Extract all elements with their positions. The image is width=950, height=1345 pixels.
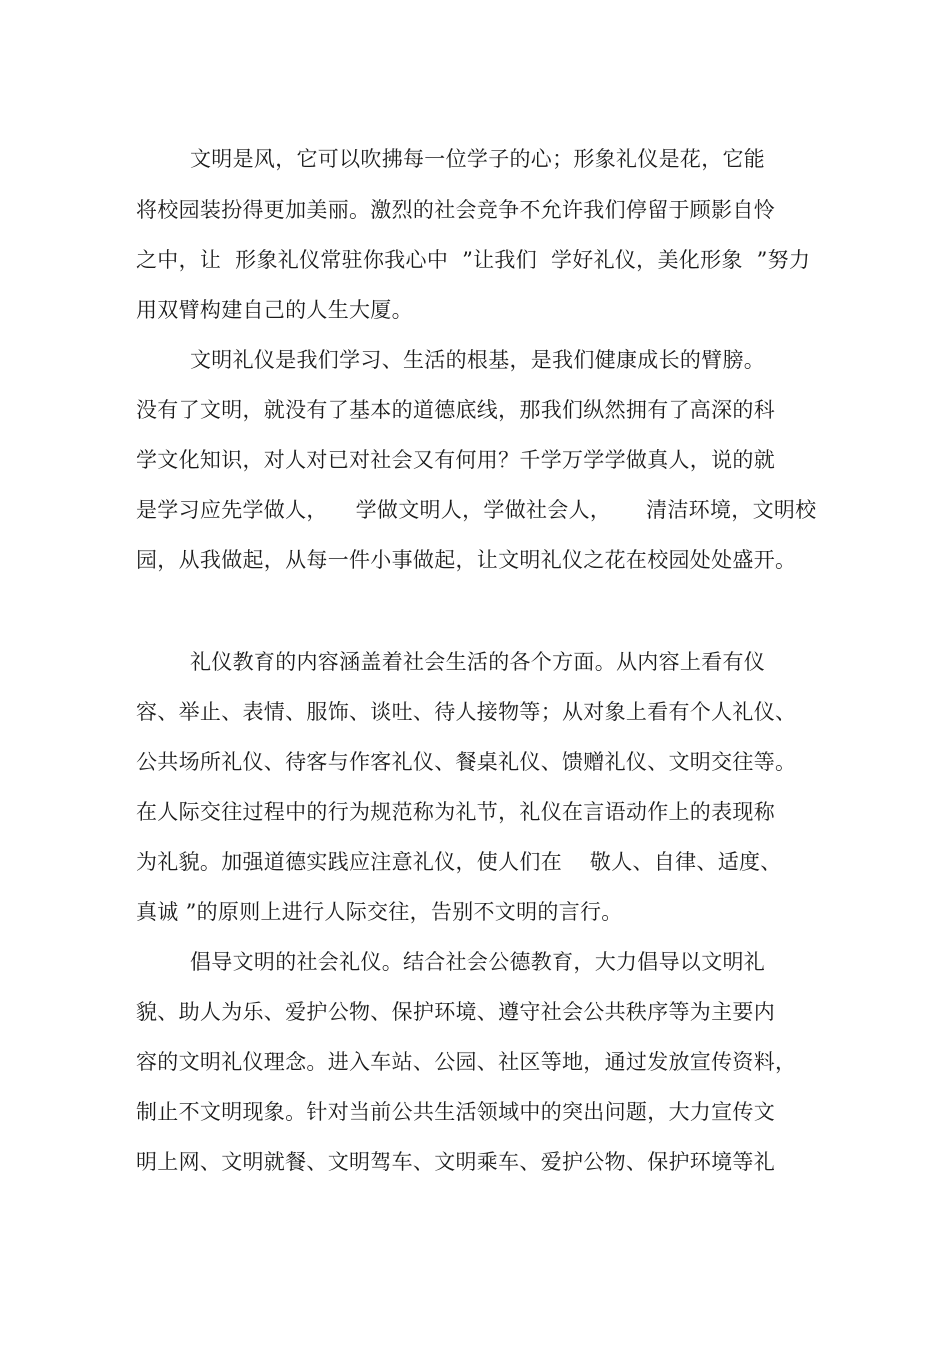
- paragraph-4-line-3: 容的文明礼仪理念。进入车站、公园、社区等地，通过发放宣传资料，: [136, 1050, 797, 1074]
- paragraph-2-line-5: 园，从我做起，从每一件小事做起，让文明礼仪之花在校园处处盛开。: [136, 548, 797, 572]
- paragraph-1-line-1: 文明是风，它可以吹拂每一位学子的心；形象礼仪是花，它能: [190, 147, 766, 171]
- paragraph-1-line-4: 用双臂构建自己的人生大厦。: [136, 298, 413, 322]
- paragraph-4-line-1: 倡导文明的社会礼仪。结合社会公德教育，大力倡导以文明礼: [190, 950, 766, 974]
- paragraph-4-line-5: 明上网、文明就餐、文明驾车、文明乘车、爱护公物、保护环境等礼: [136, 1150, 775, 1174]
- paragraph-3-line-6: 真诚 ”的原则上进行人际交往，告别不文明的言行。: [136, 900, 623, 924]
- paragraph-3-line-3: 公共场所礼仪、待客与作客礼仪、餐桌礼仪、馈赠礼仪、文明交往等。: [136, 750, 797, 774]
- paragraph-4-line-2: 貌、助人为乐、爱护公物、保护环境、遵守社会公共秩序等为主要内: [136, 1000, 775, 1024]
- paragraph-3-line-2: 容、举止、表情、服饰、谈吐、待人接物等；从对象上看有个人礼仪、: [136, 700, 797, 724]
- paragraph-1-line-3: 之中，让 形象礼仪常驻你我心中 ”让我们 学好礼仪，美化形象 ”努力: [136, 248, 811, 272]
- paragraph-1-line-2: 将校园装扮得更加美丽。激烈的社会竞争不允许我们停留于顾影自怜: [136, 198, 775, 222]
- paragraph-2-line-4: 是学习应先学做人， 学做文明人，学做社会人， 清洁环境，文明校: [136, 498, 817, 522]
- paragraph-2-line-2: 没有了文明，就没有了基本的道德底线，那我们纵然拥有了高深的科: [136, 398, 775, 422]
- paragraph-2-line-3: 学文化知识，对人对已对社会又有何用？千学万学学做真人，说的就: [136, 448, 775, 472]
- paragraph-3-line-4: 在人际交往过程中的行为规范称为礼节，礼仪在言语动作上的表现称: [136, 800, 775, 824]
- paragraph-3-line-5: 为礼貌。加强道德实践应注意礼仪，使人们在 敬人、自律、适度、: [136, 850, 782, 874]
- paragraph-3-line-1: 礼仪教育的内容涵盖着社会生活的各个方面。从内容上看有仪: [190, 650, 766, 674]
- paragraph-2-line-1: 文明礼仪是我们学习、生活的根基，是我们健康成长的臂膀。: [190, 348, 766, 372]
- paragraph-4-line-4: 制止不文明现象。针对当前公共生活领域中的突出问题，大力宣传文: [136, 1100, 775, 1124]
